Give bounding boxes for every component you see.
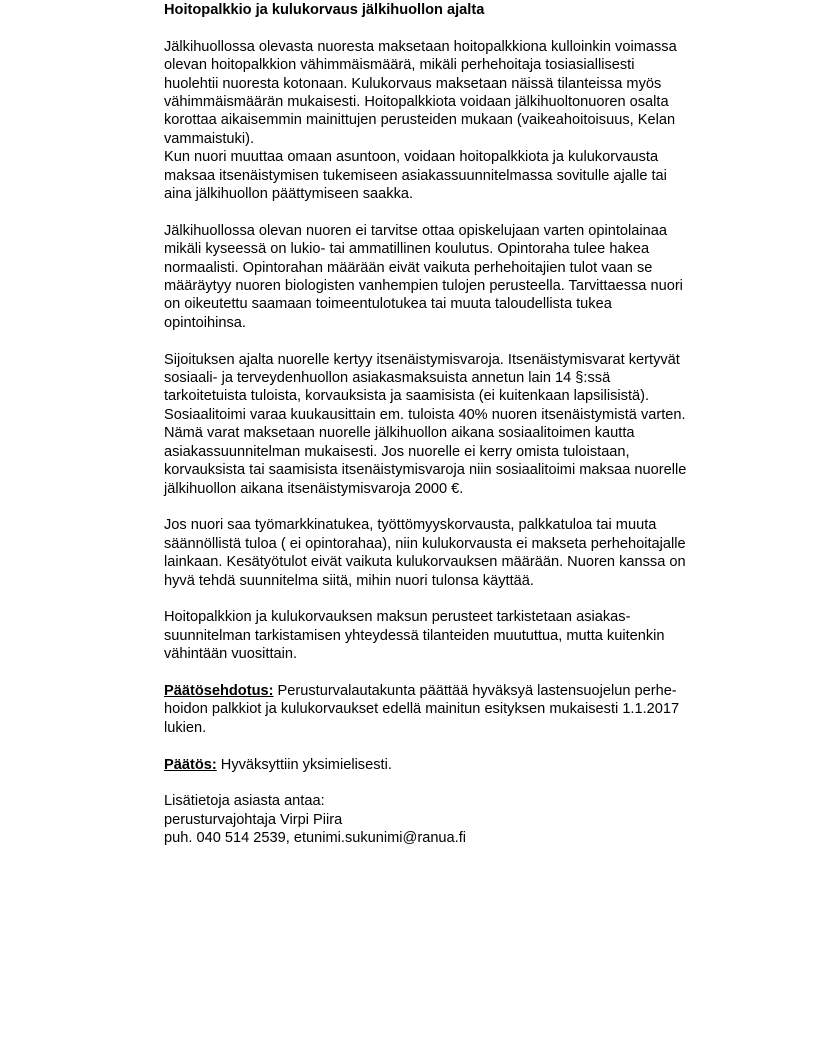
- spacer: [164, 19, 744, 37]
- text-line: Jos nuori saa työmarkkinatukea, työttömyyskorvausta, palkkatuloa tai muuta: [164, 517, 657, 534]
- text-line: Sosiaalitoimi varaa kuukausittain em. tuloista 40% nuoren itsenäistymistä varten.: [164, 406, 686, 423]
- document-page: [164, 0, 744, 848]
- text-line: mikäli kyseessä on lukio- tai ammatillinen koulutus. Opintoraha tulee hakea: [164, 241, 650, 258]
- text-line: vähintään vuosittain.: [164, 646, 298, 663]
- text-line: suunnitelman tarkistamisen yhteydessä tilanteiden muututtua, mutta kuitenkin: [164, 627, 665, 644]
- text-line: maksaa itsenäistymisen tukemiseen asiakassuunnitelmassa sovitulle ajalle tai: [164, 167, 667, 184]
- spacer: [164, 590, 744, 608]
- text-line: korvauksista tai saamisista itsenäistymisvaroja niin sosiaalitoimi maksaa nuorelle: [164, 462, 687, 479]
- text-line: säännöllistä tuloa ( ei opintorahaa), niin kulukorvausta ei makseta perhehoitajalle: [164, 535, 686, 552]
- decision-proposal: [164, 682, 744, 737]
- text-line: opintoihinsa.: [164, 314, 246, 331]
- text-line: Jälkihuollossa olevasta nuoresta maksetaan hoitopalkkiona kulloinkin voimassa: [164, 38, 677, 55]
- text-line: on oikeutettu saamaan toimeentulotukea tai muuta taloudellista tukea: [164, 296, 612, 313]
- spacer: [164, 332, 744, 350]
- text-line: aina jälkihuollon päättymiseen saakka.: [164, 186, 414, 203]
- text-line: Kun nuori muuttaa omaan asuntoon, voidaan hoitopalkkiota ja kulukorvausta: [164, 149, 659, 166]
- spacer: [164, 737, 744, 755]
- decision-text: Hyväksyttiin yksimielisesti.: [216, 756, 392, 773]
- text-line: lukien.: [164, 719, 207, 736]
- text-line: huolehtii nuoresta kotonaan. Kulukorvaus maksetaan näissä tilanteissa myös: [164, 75, 662, 92]
- proposal-text: Perusturvalautakunta päättää hyväksyä lastensuojelun perhe-: [273, 682, 677, 699]
- decision-line: [164, 756, 744, 774]
- text-line: Hoitopalkkion ja kulukorvauksen maksun perusteet tarkistetaan asiakas-: [164, 609, 631, 626]
- decision: [164, 756, 744, 774]
- text-line: hoidon palkkiot ja kulukorvaukset edellä mainitun esityksen mukaisesti 1.1.2017: [164, 701, 680, 718]
- spacer: [164, 664, 744, 682]
- text-line: vähimmäismäärän mukaisesti. Hoitopalkkiota voidaan jälkihuoltonuoren osalta: [164, 94, 669, 110]
- text-line: Jälkihuollossa olevan nuoren ei tarvitse ottaa opiskelujaan varten opintolainaa: [164, 222, 667, 239]
- text-line: Sijoituksen ajalta nuorelle kertyy itsenäistymisvaroja. Itsenäistymisvarat kertyvät: [164, 351, 680, 368]
- spacer: [164, 203, 744, 221]
- paragraph-3: [164, 351, 744, 498]
- text-line: asiakassuunnitelman mukaisesti. Jos nuorelle ei kerry omista tuloistaan,: [164, 443, 630, 460]
- text-line: määräytyy nuoren biologisten vanhempien tulojen perusteella. Tarvittaessa nuori: [164, 278, 683, 295]
- spacer: [164, 498, 744, 516]
- contact-heading: Lisätietoja asiasta antaa:: [164, 793, 325, 810]
- text-line: olevan hoitopalkkion vähimmäismäärä, mikäli perhehoitaja tosiasiallisesti: [164, 57, 635, 74]
- proposal-label: Päätösehdotus:: [164, 682, 274, 699]
- text-line: tarkoitetuista tuloista, korvauksista ja saamisista (ei kuitenkaan lapsilisistä).: [164, 388, 650, 405]
- text-line: jälkihuollon aikana itsenäistymisvaroja 2000 €.: [164, 480, 464, 497]
- paragraph-5: [164, 608, 744, 663]
- spacer: [164, 774, 744, 792]
- text-line: normaalisti. Opintorahan määrään eivät vaikuta perhehoitajien tulot vaan se: [164, 259, 653, 276]
- text-line: hyvä tehdä suunnitelma siitä, mihin nuori tulonsa käyttää.: [164, 572, 534, 589]
- contact-person: perusturvajohtaja Virpi Piira: [164, 811, 343, 828]
- text-line: sosiaali- ja terveydenhuollon asiakasmaksuista annetun lain 14 §:ssä: [164, 370, 611, 387]
- text-line: lainkaan. Kesätyötulot eivät vaikuta kulukorvauksen määrään. Nuoren kanssa on: [164, 554, 686, 571]
- decision-label: Päätös:: [164, 756, 217, 773]
- contact-info: [164, 792, 744, 847]
- text-line: Nämä varat maksetaan nuorelle jälkihuollon aikana sosiaalitoimen kautta: [164, 425, 635, 442]
- paragraph-1: [164, 38, 744, 204]
- paragraph-4: [164, 516, 744, 590]
- paragraph-2: [164, 222, 744, 332]
- proposal-first-line: [164, 682, 744, 700]
- contact-phone-email: puh. 040 514 2539, etunimi.sukunimi@ranua.fi: [164, 830, 467, 847]
- text-line: korottaa aikaisemmin mainittujen perusteiden mukaan (vaikeahoitoisuus, Kelan: [164, 112, 676, 129]
- document-title: Hoitopalkkio ja kulukorvaus jälkihuollon ajalta: [164, 2, 485, 18]
- text-line: vammaistuki).: [164, 130, 255, 147]
